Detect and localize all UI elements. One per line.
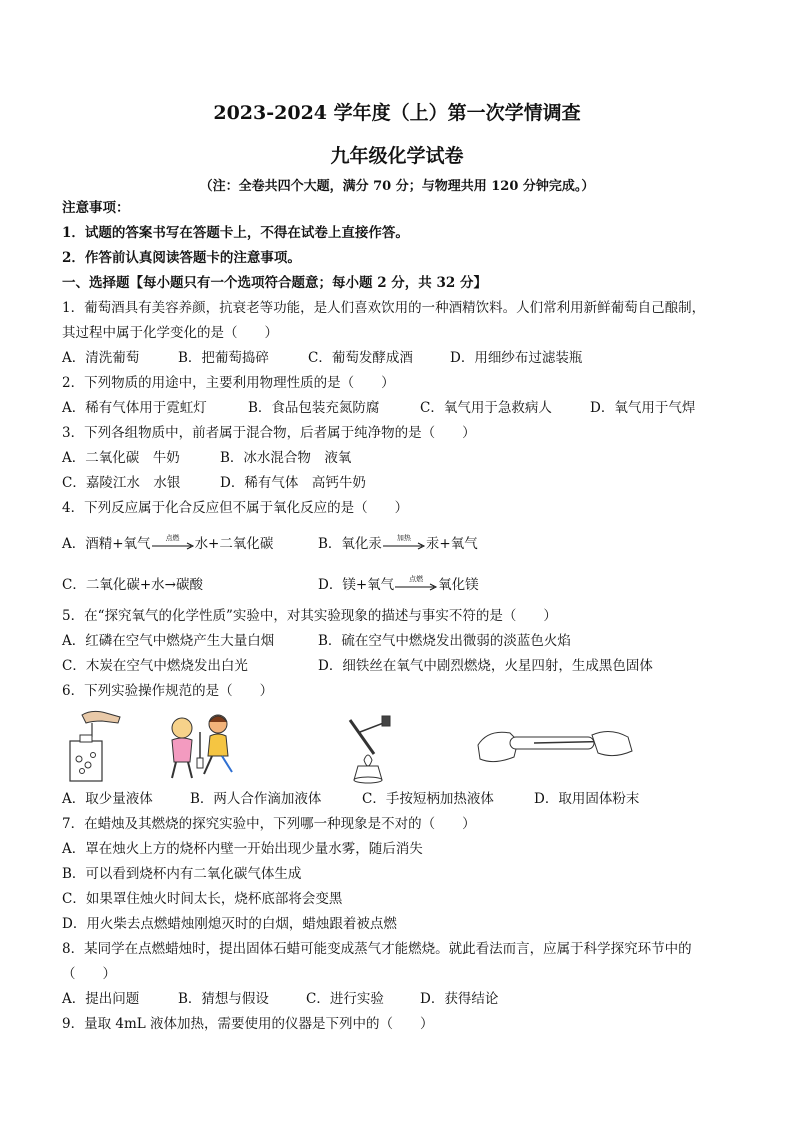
exam-title: 2023-2024 学年度（上）第一次学情调查 bbox=[213, 102, 581, 124]
option-a: A．稀有气体用于霓虹灯 bbox=[62, 400, 207, 416]
option-c: C．嘉陵江水 水银 bbox=[62, 475, 181, 491]
reactants: D．镁+氧气 bbox=[318, 577, 395, 593]
products: 水+二氧化碳 bbox=[194, 536, 274, 552]
option-b: B．猜想与假设 bbox=[178, 991, 269, 1007]
solid-powder-figure-icon bbox=[474, 715, 638, 775]
products: 汞+氧气 bbox=[425, 536, 478, 552]
option-c: C．木炭在空气中燃烧发出白光 bbox=[62, 658, 248, 674]
exam-note: （注：全卷共四个大题，满分 70 分；与物理共用 120 分钟完成。） bbox=[199, 179, 595, 194]
reaction-arrow-icon bbox=[394, 574, 438, 593]
exam-subtitle: 九年级化学试卷 bbox=[330, 145, 464, 167]
reaction-condition: 点燃 bbox=[409, 574, 424, 583]
option-a: A．取少量液体 bbox=[62, 791, 153, 807]
option-d: D．获得结论 bbox=[420, 991, 499, 1007]
liquid-bottle-figure-icon bbox=[62, 707, 124, 785]
option-c: C．葡萄发酵成酒 bbox=[308, 350, 413, 366]
question-stem: 其过程中属于化学变化的是（ ） bbox=[62, 325, 278, 341]
reaction-arrow-icon bbox=[151, 533, 195, 552]
question-stem: 8．某同学在点燃蜡烛时，提出固体石蜡可能变成蒸气才能燃烧。就此看法而言，应属于科学探究环节中的 bbox=[62, 941, 692, 957]
question-stem: 6．下列实验操作规范的是（ ） bbox=[62, 683, 274, 699]
option-b: B．冰水混合物 液氧 bbox=[220, 450, 352, 466]
reaction-condition: 加热 bbox=[396, 533, 411, 542]
option-b: B．两人合作滴加液体 bbox=[190, 791, 322, 807]
option-d: D．稀有气体 高钙牛奶 bbox=[220, 475, 366, 491]
heating-tube-figure-icon bbox=[330, 710, 400, 785]
option-c: C．二氧化碳+水→碳酸 bbox=[62, 577, 203, 593]
question-stem: 3．下列各组物质中，前者属于混合物，后者属于纯净物的是（ ） bbox=[62, 425, 476, 441]
reaction-arrow-icon bbox=[382, 533, 426, 552]
option-d bbox=[318, 576, 479, 594]
reaction-condition: 点燃 bbox=[165, 533, 180, 542]
section-heading: 一、选择题【每小题只有一个选项符合题意；每小题 2 分，共 32 分】 bbox=[62, 275, 487, 291]
question-stem: 1．葡萄酒具有美容养颜，抗衰老等功能，是人们喜欢饮用的一种酒精饮料。人们常利用新鲜葡萄自己酿制， bbox=[62, 300, 706, 316]
option-b: B．食品包装充氮防腐 bbox=[248, 400, 380, 416]
question-stem: 4．下列反应属于化合反应但不属于氧化反应的是（ ） bbox=[62, 500, 409, 516]
option-a: A．罩在烛火上方的烧杯内壁一开始出现少量水雾，随后消失 bbox=[62, 841, 423, 857]
question-stem: 2．下列物质的用途中，主要利用物理性质的是（ ） bbox=[62, 375, 395, 391]
products: 氧化镁 bbox=[438, 577, 479, 593]
option-d: D．细铁丝在氧气中剧烈燃烧，火星四射，生成黑色固体 bbox=[318, 658, 653, 674]
option-c: C．进行实验 bbox=[306, 991, 384, 1007]
option-a: A．红磷在空气中燃烧产生大量白烟 bbox=[62, 633, 275, 649]
option-d: D．取用固体粉末 bbox=[534, 791, 640, 807]
option-d: D．用火柴去点燃蜡烛刚熄灭时的白烟，蜡烛跟着被点燃 bbox=[62, 916, 397, 932]
reactants: B．氧化汞 bbox=[318, 536, 382, 552]
option-a bbox=[62, 535, 273, 553]
question-stem: （ ） bbox=[62, 966, 116, 982]
option-b bbox=[318, 535, 478, 553]
option-d: D．用细纱布过滤装瓶 bbox=[450, 350, 583, 366]
question-stem: 5．在“探究氧气的化学性质”实验中，对其实验现象的描述与事实不符的是（ ） bbox=[62, 608, 557, 624]
option-b: B．硫在空气中燃烧发出微弱的淡蓝色火焰 bbox=[318, 633, 571, 649]
option-a: A．提出问题 bbox=[62, 991, 140, 1007]
instruction-item: 1．试题的答案书写在答题卡上，不得在试卷上直接作答。 bbox=[62, 225, 409, 241]
two-children-figure-icon bbox=[160, 710, 240, 785]
instructions-heading: 注意事项： bbox=[62, 200, 130, 216]
instruction-item: 2．作答前认真阅读答题卡的注意事项。 bbox=[62, 250, 301, 266]
option-c: C．手按短柄加热液体 bbox=[362, 791, 494, 807]
option-d: D．氧气用于气焊 bbox=[590, 400, 696, 416]
question-stem: 9．量取 4mL 液体加热，需要使用的仪器是下列中的（ ） bbox=[62, 1016, 434, 1032]
option-b: B．把葡萄捣碎 bbox=[178, 350, 269, 366]
option-c: C．如果罩住烛火时间太长，烧杯底部将会变黑 bbox=[62, 891, 343, 907]
question-stem: 7．在蜡烛及其燃烧的探究实验中，下列哪一种现象是不对的（ ） bbox=[62, 816, 476, 832]
option-b: B．可以看到烧杯内有二氧化碳气体生成 bbox=[62, 866, 302, 882]
option-a: A．清洗葡萄 bbox=[62, 350, 140, 366]
reactants: A．酒精+氧气 bbox=[62, 536, 151, 552]
option-c: C．氧气用于急救病人 bbox=[420, 400, 552, 416]
option-a: A．二氧化碳 牛奶 bbox=[62, 450, 180, 466]
